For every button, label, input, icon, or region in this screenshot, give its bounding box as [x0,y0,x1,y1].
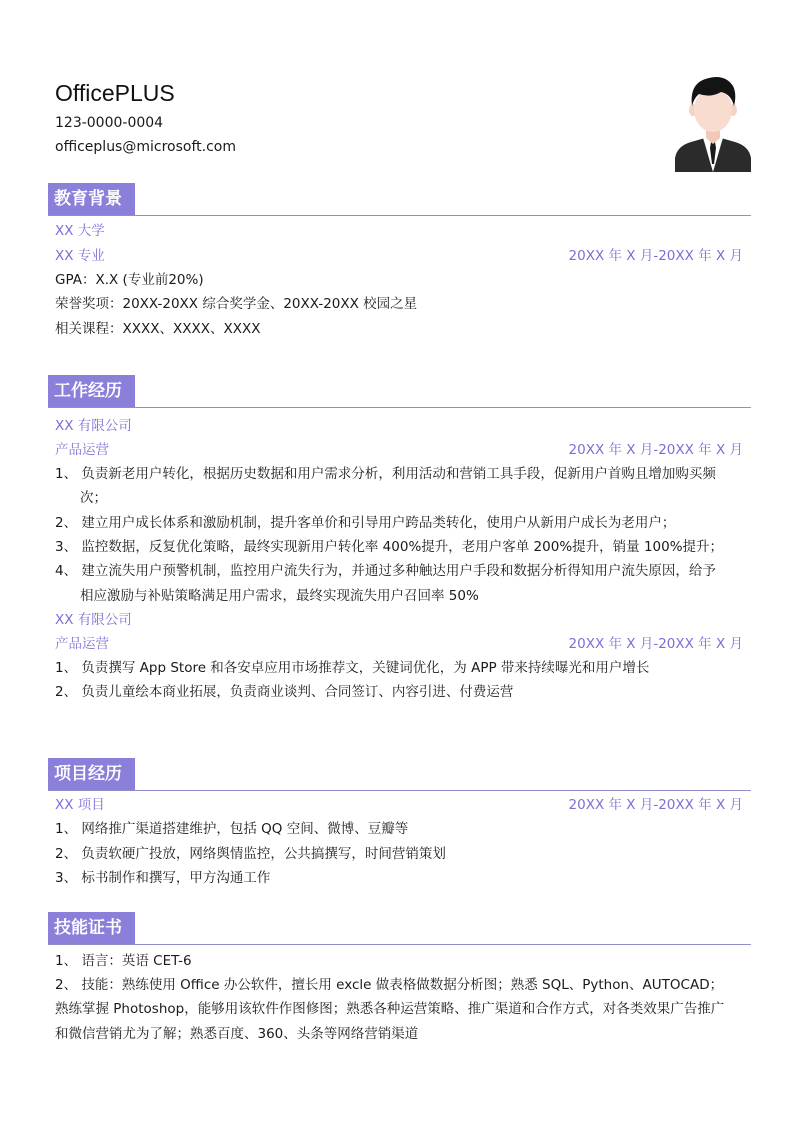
list-item: 2、 建立用户成长体系和激励机制，提升客单价和引导用户跨品类转化，使用户从新用户成长为老用户； [55,515,676,531]
list-item: 2、 负责软硬广投放，网络舆情监控，公共搞撰写，时间营销策划 [55,846,446,862]
section-header [48,375,751,408]
education-date: 20XX 年 X 月-20XX 年 X 月 [568,248,743,264]
courses: 相关课程：XXXX、XXXX、XXXX [55,321,261,337]
avatar [675,72,751,172]
section-header [48,912,751,945]
phone-number: 123-0000-0004 [55,115,164,131]
section-title: 技能证书 [48,912,135,944]
job-role: 产品运营 [55,442,109,458]
section-header [48,183,751,216]
section-title: 教育背景 [48,183,135,215]
list-item: 次； [80,490,107,506]
list-item: 3、 标书制作和撰写，甲方沟通工作 [55,870,271,886]
email-address: officeplus@microsoft.com [55,139,236,155]
section-divider [48,215,751,216]
candidate-name: OfficePLUS [55,80,175,106]
list-item: 1、 网络推广渠道搭建维护，包括 QQ 空间、微博、豆瓣等 [55,821,409,837]
project-name: XX 项目 [55,797,105,813]
section-header [48,758,751,791]
section-title: 项目经历 [48,758,135,790]
job-role: 产品运营 [55,636,109,652]
company-name: XX 有限公司 [55,418,132,434]
job-date: 20XX 年 X 月-20XX 年 X 月 [568,636,743,652]
list-item: 熟练掌握 Photoshop，能够用该软件作图修图；熟悉各种运营策略、推广渠道和合作方式，对各类效果广告推广 [55,1001,725,1017]
list-item: 1、 负责新老用户转化，根据历史数据和用户需求分析，利用活动和营销工具手段，促新用户首购且增加购买频 [55,466,716,482]
section-education [48,183,751,216]
section-divider [48,944,751,945]
section-divider [48,790,751,791]
project-date: 20XX 年 X 月-20XX 年 X 月 [568,797,743,813]
gpa: GPA：X.X (专业前20%) [55,272,204,288]
list-item: 1、 语言：英语 CET-6 [55,953,192,969]
section-work [48,375,751,408]
school-name: XX 大学 [55,223,105,239]
list-item: 2、 负责儿童绘本商业拓展，负责商业谈判、合同签订、内容引进、付费运营 [55,684,514,700]
section-divider [48,407,751,408]
list-item: 3、 监控数据，反复优化策略，最终实现新用户转化率 400%提升，老用户客单 200%提升，销量 100%提升； [55,539,724,555]
section-title: 工作经历 [48,375,135,407]
section-project [48,758,751,791]
list-item: 4、 建立流失用户预警机制，监控用户流失行为，并通过多种触达用户手段和数据分析得知用户流失原因，给予 [55,563,716,579]
job-date: 20XX 年 X 月-20XX 年 X 月 [568,442,743,458]
list-item: 和微信营销尤为了解；熟悉百度、360、头条等网络营销渠道 [55,1026,419,1042]
list-item: 相应激励与补贴策略满足用户需求，最终实现流失用户召回率 50% [80,588,479,604]
company-name: XX 有限公司 [55,612,132,628]
major-name: XX 专业 [55,248,105,264]
list-item: 1、 负责撰写 App Store 和各安卓应用市场推荐文，关键词优化，为 APP 带来持续曝光和用户增长 [55,660,650,676]
section-skills [48,912,751,945]
list-item: 2、 技能：熟练使用 Office 办公软件，擅长用 excle 做表格做数据分析图；熟悉 SQL、Python、AUTOCAD； [55,977,724,993]
awards: 荣誉奖项：20XX-20XX 综合奖学金、20XX-20XX 校园之星 [55,296,418,312]
